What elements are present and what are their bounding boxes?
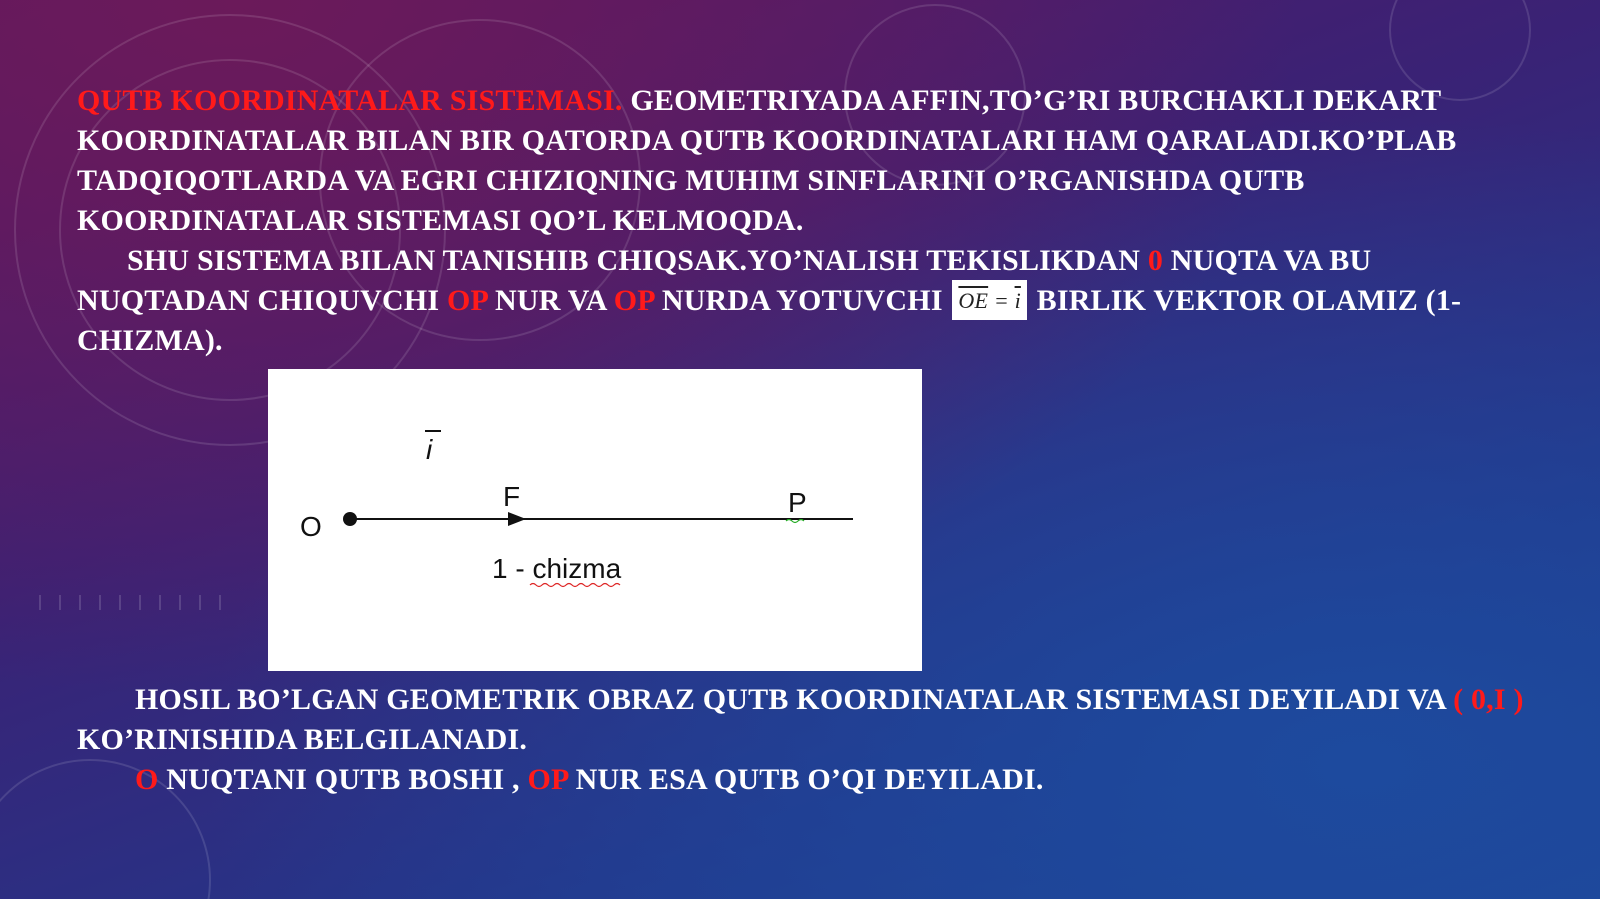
formula-right: $\overline{i}$	[1014, 288, 1021, 314]
figure-svg	[268, 369, 922, 671]
red-term: 0	[1147, 244, 1164, 277]
paragraph-text: NURDA YOTUVCHI	[661, 284, 943, 317]
figure-label-f: F	[503, 481, 521, 512]
paragraph-text: HOSIL BO’LGAN GEOMETRIK OBRAZ QUTB KOORDINATALAR SISTEMASI DEYILADI VA	[135, 683, 1446, 716]
red-term: OP	[446, 284, 488, 317]
paragraph-text: GEOMETRIYADA AFFIN,TO’G’RI BURCHAKLI DEKART KOORDINATALAR BILAN BIR QATORDA QUTB KOORDINATALARI HAM QARALADI.KO’PLAB TADQIQOTLARDA VA EGRI CHIZIQNING MUHIM SINFLARINI O’RGANISHDA QUTB KOORDINATALAR SISTEMASI QO’L KELMOQDA.	[77, 84, 1457, 237]
paragraph-text: NUQTANI QUTB BOSHI ,	[166, 763, 520, 796]
paragraph-bottom	[77, 680, 1537, 800]
red-term: OP	[527, 763, 568, 796]
red-term: OP	[613, 284, 655, 317]
paragraph-text: KO’RINISHIDA BELGILANADI.	[77, 723, 528, 756]
figure-label-p: P	[788, 487, 807, 518]
arrow-head	[508, 512, 526, 526]
paragraph-text: BIRLIK VEKTOR OLAMIZ (1-CHIZMA).	[77, 284, 1462, 357]
figure-label-i: i	[426, 434, 433, 465]
section-title: QUTB KOORDINATALAR SISTEMASI.	[77, 84, 623, 117]
paragraph-text: SHU SISTEMA BILAN TANISHIB CHIQSAK.YO’NALISH TEKISLIKDAN	[127, 244, 1141, 277]
paragraph-text: NUR VA	[495, 284, 607, 317]
vector-formula	[952, 280, 1027, 320]
red-term: O	[135, 763, 159, 796]
paragraph-top	[77, 81, 1537, 361]
figure-caption: 1 - chizma	[492, 553, 622, 584]
formula-left: $\overline{OE}$	[958, 288, 989, 314]
formula-eq: =	[988, 288, 1015, 314]
paragraph-text: NUR ESA QUTB O’QI DEYILADI.	[575, 763, 1044, 796]
figure-1	[268, 369, 922, 671]
figure-label-o: O	[300, 511, 322, 542]
paragraph-text: NUQTA VA BU NUQTADAN CHIQUVCHI	[77, 244, 1372, 317]
red-term: ( 0,I )	[1453, 683, 1524, 716]
